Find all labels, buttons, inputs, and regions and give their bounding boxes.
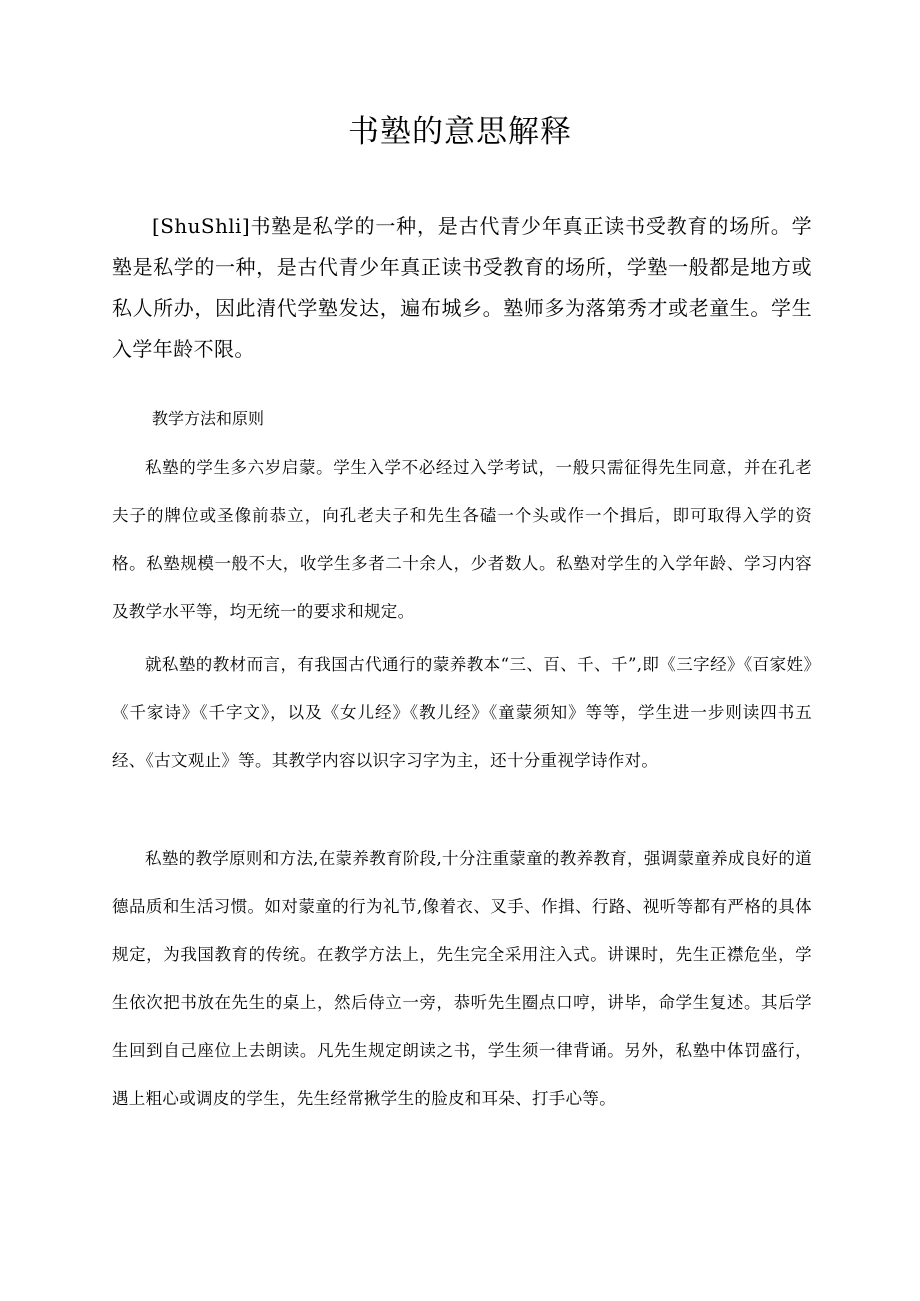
body-paragraph-3: 私塾的教学原则和方法,在蒙养教育阶段,十分注重蒙童的教养教育，强调蒙童养成良好的道德品质和生活习惯。如对蒙童的行为礼节,像着衣、叉手、作揖、行路、视听等都有严格的具体规定，为我国教育的传统。在教学方法上，先生完全采用注入式。讲课时，先生正襟危坐，学生依次把书放在先生的桌上，然后侍立一旁，恭听先生圈点口哼，讲毕，命学生复述。其后学生回到自己座位上去朗读。凡先生规定朗读之书，学生须一律背诵。另外，私塾中体罚盛行，遇上粗心或调皮的学生，先生经常揪学生的脸皮和耳朵、打手心等。 <box>112 849 812 1108</box>
intro-paragraph: [ShuShli]书塾是私学的一种，是古代青少年真正读书受教育的场所。学塾是私学的一种，是古代青少年真正读书受教育的场所，学塾一般都是地方或私人所办，因此清代学塾发达，遍布城乡。塾师多为落第秀才或老童生。学生入学年龄不限。 <box>112 214 812 361</box>
section-heading: 教学方法和原则 <box>152 409 265 428</box>
body-paragraph-2: 就私塾的教材而言，有我国古代通行的蒙养教本“三、百、千、千”,即《三字经》《百家姓》《千家诗》《千字文》，以及《女儿经》《教儿经》《童蒙须知》等等，学生进一步则读四书五经、《古文观止》等。其教学内容以识字习字为主，还十分重视学诗作对。 <box>112 655 812 770</box>
page-title: 书塾的意思解释 <box>348 114 572 150</box>
body-paragraph-1: 私塾的学生多六岁启蒙。学生入学不必经过入学考试，一般只需征得先生同意，并在孔老夫子的牌位或圣像前恭立，向孔老夫子和先生各磕一个头或作一个揖后，即可取得入学的资格。私塾规模一般不大，收学生多者二十余人，少者数人。私塾对学生的入学年龄、学习内容及教学水平等，均无统一的要求和规定。 <box>112 458 812 621</box>
